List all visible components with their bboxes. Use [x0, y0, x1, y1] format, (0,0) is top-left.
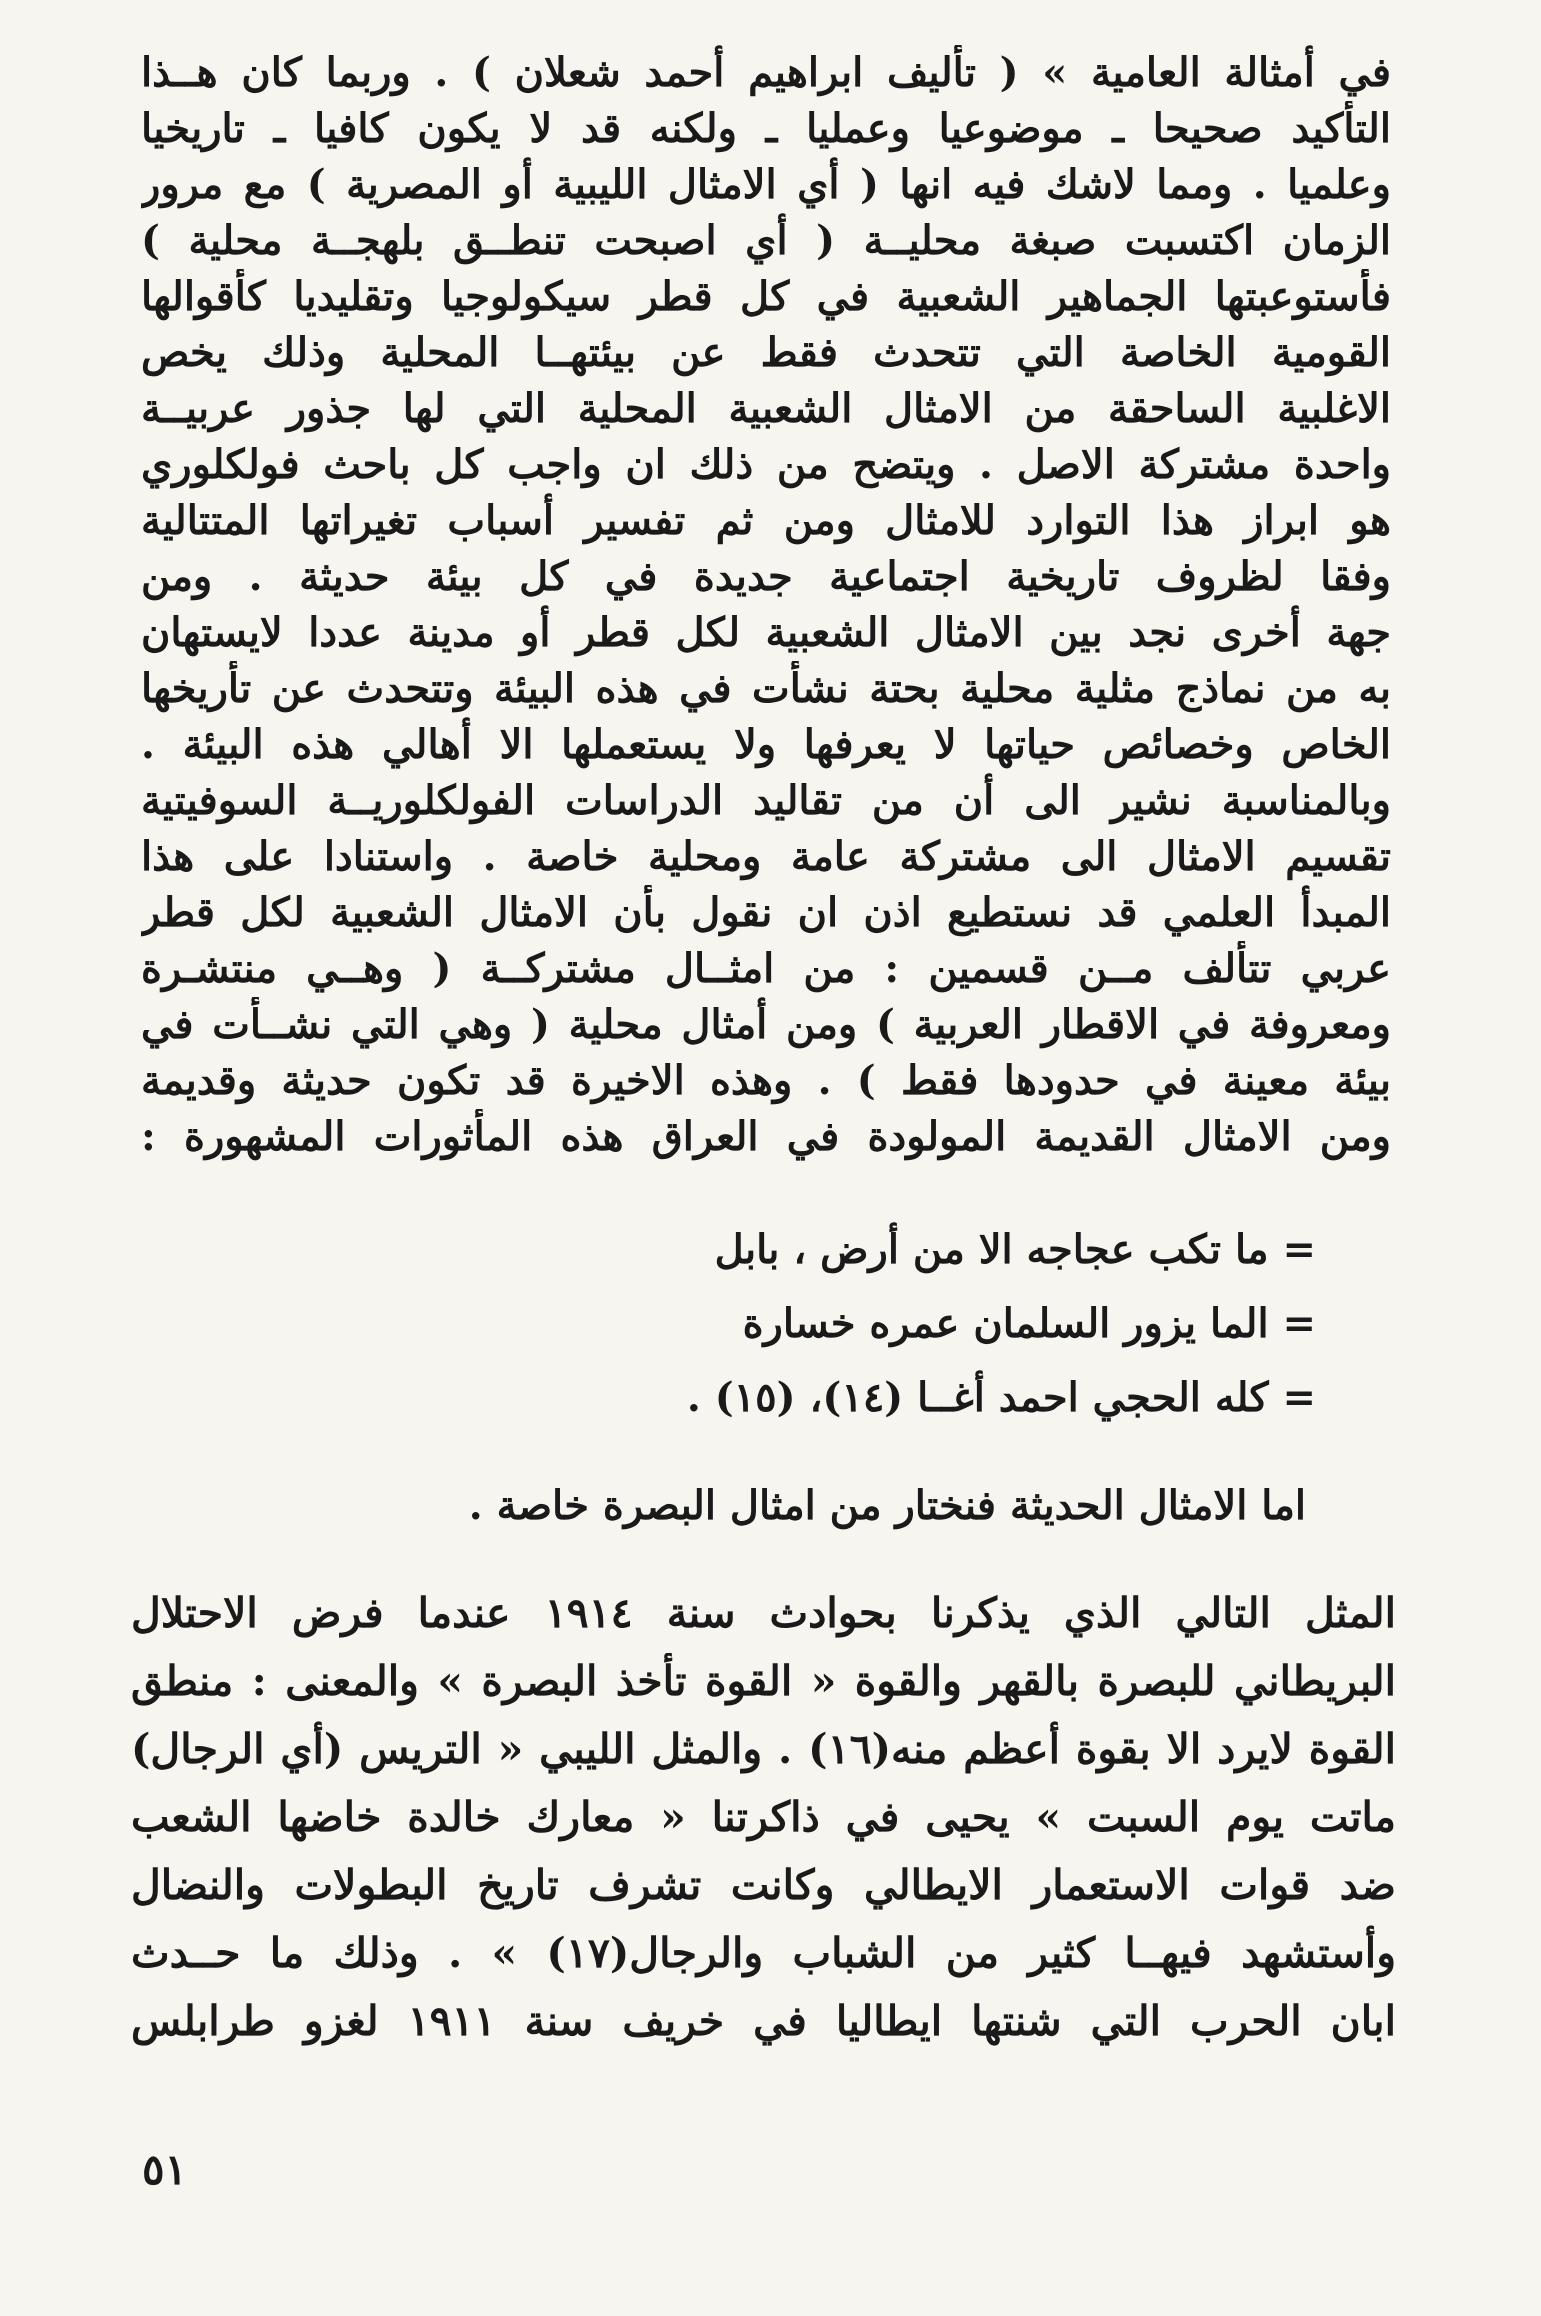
- paragraph-line: ماتت يوم السبت » يحيى في ذاكرتنا « معارك خالدة خاضها الشعب: [131, 1793, 1396, 1841]
- paragraph-line: المبدأ العلمي قد نستطيع اذن ان نقول بأن الامثال الشعبية لكل قطر: [141, 889, 1391, 936]
- paragraph-line: البريطاني للبصرة بالقهر والقوة « القوة تأخذ البصرة » والمعنى : منطق: [131, 1657, 1396, 1705]
- paragraph-line: في أمثالة العامية » ( تأليف ابراهيم أحمد شعلان ) . وربما كان هــذا: [141, 49, 1391, 96]
- paragraph-line: وبالمناسبة نشير الى أن من تقاليد الدراسات الفولكلوريــة السوفيتية: [141, 777, 1391, 824]
- paragraph-line: المثل التالي الذي يذكرنا بحوادث سنة ١٩١٤ عندما فرض الاحتلال: [131, 1589, 1396, 1637]
- paragraph-line: واحدة مشتركة الاصل . ويتضح من ذلك ان واجب كل باحث فولكلوري: [141, 441, 1391, 488]
- page-number: ٥١: [142, 2145, 188, 2194]
- paragraph-line: ومعروفة في الاقطار العربية ) ومن أمثال محلية ( وهي التي نشــأت في: [141, 1001, 1391, 1048]
- paragraph-line: هو ابراز هذا التوارد للامثال ومن ثم تفسير أسباب تغيراتها المتتالية: [141, 497, 1391, 544]
- paragraph-line: تقسيم الامثال الى مشتركة عامة ومحلية خاصة . واستنادا على هذا: [141, 833, 1391, 880]
- paragraph-line: به من نماذج مثلية محلية بحتة نشأت في هذه البيئة وتتحدث عن تأريخها: [141, 665, 1391, 712]
- proverb-item: = ما تكب عجاجه الا من أرض ، بابل: [714, 1226, 1316, 1273]
- paragraph-line: الخاص وخصائص حياتها لا يعرفها ولا يستعملها الا أهالي هذه البيئة .: [141, 721, 1391, 768]
- proverb-item: = الما يزور السلمان عمره خسارة: [742, 1300, 1316, 1347]
- paragraph-line: وعلميا . ومما لاشك فيه انها ( أي الامثال الليبية أو المصرية ) مع مرور: [141, 161, 1391, 208]
- proverb-item: = كله الحجي احمد أغــا (١٤)، (١٥) .: [686, 1374, 1316, 1421]
- paragraph-line: فأستوعبتها الجماهير الشعبية في كل قطر سيكولوجيا وتقليديا كأقوالها: [141, 273, 1391, 320]
- paragraph-line: الزمان اكتسبت صبغة محليــة ( أي اصبحت تنطــق بلهجــة محلية ): [141, 217, 1391, 264]
- paragraph-line: القوة لايرد الا بقوة أعظم منه(١٦) . والمثل الليبي « التريس (أي الرجال): [131, 1725, 1396, 1773]
- modern-proverbs-intro: اما الامثال الحديثة فنختار من امثال البصرة خاصة .: [468, 1482, 1306, 1529]
- paragraph-line: وأستشهد فيهــا كثير من الشباب والرجال(١٧) » . وذلك ما حــدث: [131, 1929, 1396, 1977]
- paragraph-line: وفقا لظروف تاريخية اجتماعية جديدة في كل بيئة حديثة . ومن: [141, 553, 1391, 600]
- paragraph-line: ابان الحرب التي شنتها ايطاليا في خريف سنة ١٩١١ لغزو طرابلس: [131, 1997, 1396, 2045]
- paragraph-line: ضد قوات الاستعمار الايطالي وكانت تشرف تاريخ البطولات والنضال: [131, 1861, 1396, 1909]
- paragraph-line: بيئة معينة في حدودها فقط ) . وهذه الاخيرة قد تكون حديثة وقديمة: [141, 1057, 1391, 1104]
- paragraph-line: الاغلبية الساحقة من الامثال الشعبية المحلية التي لها جذور عربيــة: [141, 385, 1391, 432]
- paragraph-line: جهة أخرى نجد بين الامثال الشعبية لكل قطر أو مدينة عددا لايستهان: [141, 609, 1391, 656]
- paragraph-line: ومن الامثال القديمة المولودة في العراق هذه المأثورات المشهورة :: [141, 1113, 1391, 1160]
- paragraph-line: عربي تتألف مــن قسمين : من امثــال مشتركــة ( وهــي منتشـرة: [141, 945, 1391, 992]
- paragraph-line: القومية الخاصة التي تتحدث فقط عن بيئتهــا المحلية وذلك يخص: [141, 329, 1391, 376]
- paragraph-line: التأكيد صحيحا ـ موضوعيا وعمليا ـ ولكنه قد لا يكون كافيا ـ تاريخيا: [141, 105, 1391, 152]
